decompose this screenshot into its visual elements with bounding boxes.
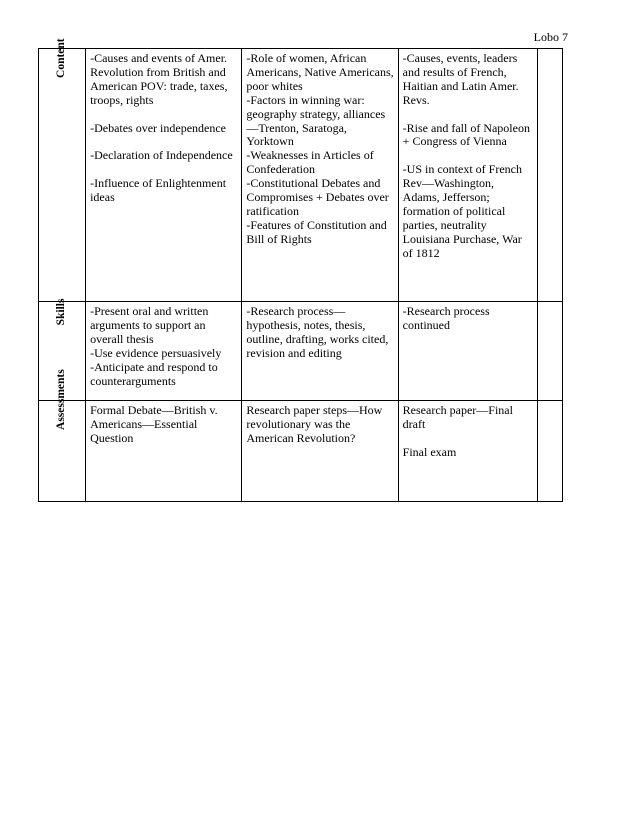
table-cell-empty [537,302,562,401]
row-label: Assessments [55,369,68,430]
table-row-content [39,49,563,302]
cell-text: -Present oral and written arguments to support an overall thesis -Use evidence persuasively -Anticipate and respond to counterarguments [90,304,222,388]
row-label-cell [39,369,86,502]
page-number-label: Lobo 7 [533,30,568,44]
row-label-cell [39,38,86,302]
table-cell [398,302,537,401]
curriculum-table [38,38,563,502]
table-cell [242,49,398,302]
cell-text: -Research process—hypothesis, notes, thesis, outline, drafting, works cited, revision and editing [246,304,389,360]
table-cell [86,302,242,401]
table-row-assessments [39,401,563,502]
cell-text: Research paper—Final draft Final exam [402,403,513,459]
cell-text: -Causes, events, leaders and results of French, Haitian and Latin Amer. Revs. -Rise and fall of Napoleon + Congress of Vienna -US in context of French Rev—Washington, Adams, Jefferson; formation of political parties, neutrality Louisiana Purchase, War of 1812 [402,51,530,260]
table-cell [86,49,242,302]
table-cell [398,401,537,502]
table-cell [242,401,398,502]
cell-text: Research paper steps—How revolutionary was the American Revolution? [246,403,383,445]
table-row-skills [39,302,563,401]
table-cell [242,302,398,401]
table-cell-empty [537,49,562,302]
table-cell-empty [537,401,562,502]
table-cell [398,49,537,302]
cell-text: Formal Debate—British v. Americans—Essential Question [90,403,218,445]
row-label: Content [55,38,68,78]
cell-text: -Causes and events of Amer. Revolution from British and American POV: trade, taxes, troops, rights -Debates over independence -Declaration of Independence -Influence of Enlightenment ideas [90,51,233,205]
table-cell [86,401,242,502]
row-label: Skills [55,298,68,326]
cell-text: -Research process continued [402,304,490,332]
cell-text: -Role of women, African Americans, Native Americans, poor whites -Factors in winning war: geography strategy, alliances—Trenton, Saratoga, Yorktown -Weaknesses in Articles of Confederation -Constitutional Debates and Compromises + Debates over ratification -Features of Constitution and Bill of Rights [246,51,394,246]
